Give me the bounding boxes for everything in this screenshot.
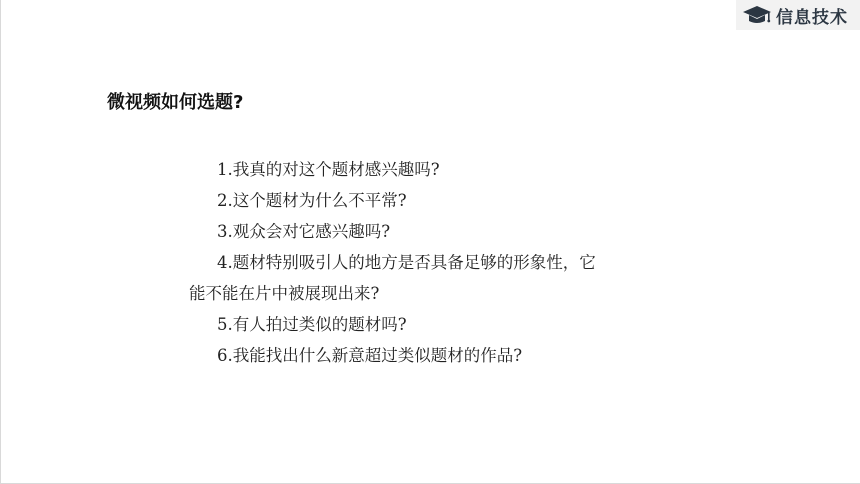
question-list	[189, 154, 697, 371]
page-title: 微视频如何选题?	[107, 92, 244, 113]
question-item-4-continued: 能不能在片中被展现出来?	[189, 284, 380, 303]
question-item-2: 2.这个题材为什么不平常?	[217, 191, 407, 210]
question-item-4: 4.题材特别吸引人的地方是否具备足够的形象性，它	[217, 253, 596, 272]
subject-badge	[736, 0, 860, 30]
subject-label: 信息技术	[776, 7, 848, 28]
question-item-6: 6.我能找出什么新意超过类似题材的作品?	[217, 346, 523, 365]
question-item-1: 1.我真的对这个题材感兴趣吗?	[217, 160, 440, 179]
question-item-3: 3.观众会对它感兴趣吗?	[217, 222, 391, 241]
graduation-cap-icon	[742, 4, 772, 26]
question-item-5: 5.有人拍过类似的题材吗?	[217, 315, 407, 334]
